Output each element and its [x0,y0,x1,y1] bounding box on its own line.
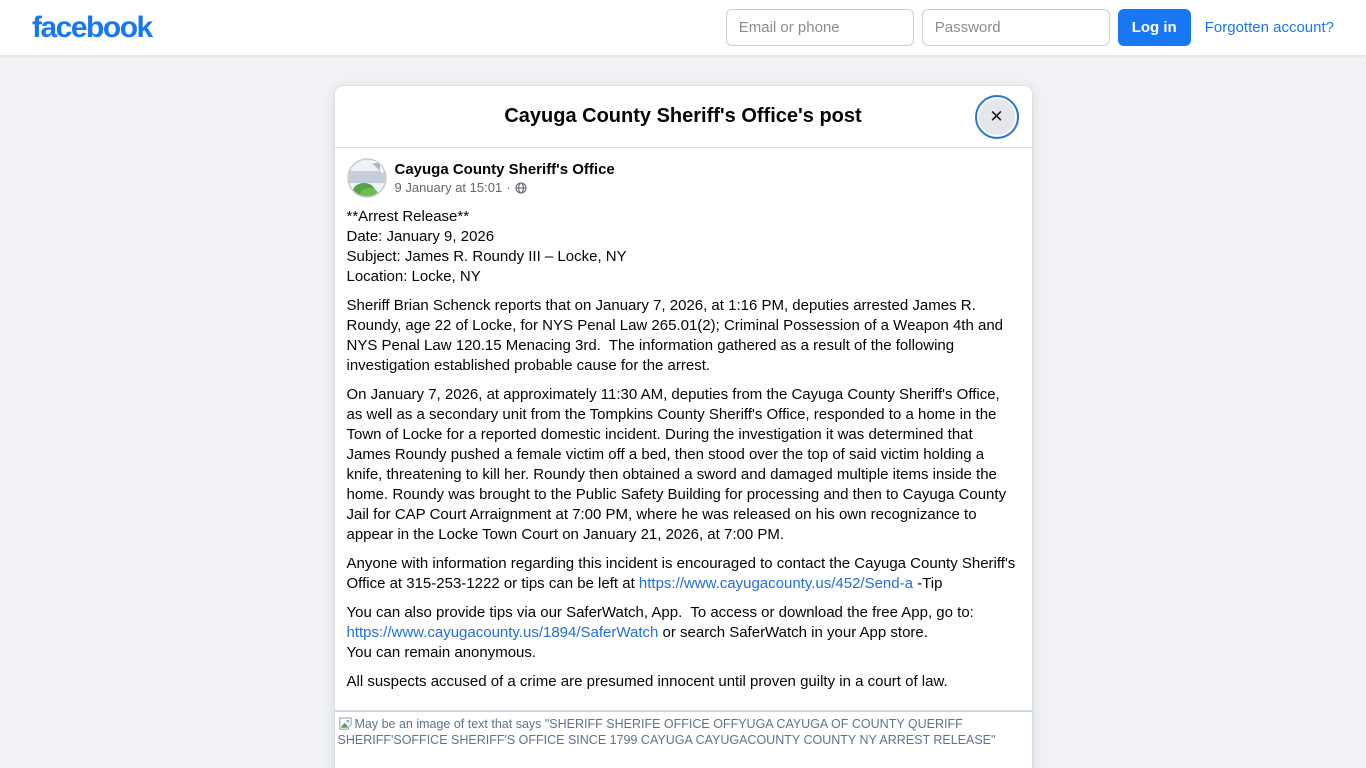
close-button-circle [979,99,1015,135]
post-meta [395,160,615,196]
login-button[interactable]: Log in [1118,9,1191,46]
post [335,148,1032,711]
post-paragraph [347,672,1020,692]
close-button[interactable] [975,95,1019,139]
post-text-segment: **Arrest Release** [346,208,470,225]
forgotten-account-link[interactable]: Forgotten account? [1204,19,1334,36]
post-image-broken[interactable] [335,711,1032,768]
post-paragraph [347,554,1020,594]
post-text-segment: Location: Locke, NY [346,268,481,285]
post-text-segment: All suspects accused of a crime are presumed innocent until proven guilty in a court of law. [346,673,948,690]
password-input[interactable] [922,9,1110,46]
post-text-segment: Subject: James R. Roundy III – Locke, NY [346,248,627,265]
avatar[interactable] [347,158,387,198]
top-nav [0,0,1366,56]
broken-image-icon [338,716,353,731]
post-text [347,207,1020,692]
post-header [347,158,1020,198]
post-text-segment: Date: January 9, 2026 [346,228,495,245]
post-text-segment: or search SaferWatch in your App store. [658,624,928,641]
post-paragraph [347,385,1020,545]
globe-icon [515,182,527,194]
post-timestamp-link[interactable]: 9 January at 15:01 [394,180,503,195]
timestamp-row [395,179,615,196]
modal-header [335,86,1032,148]
post-image-alt-text: May be an image of text that says "SHERIFF SHERIFE OFFICE OFFYUGA CAYUGA OF COUNTY QUERIFF SHERIFF'SOFFICE SHERIFF'S OFFICE SINCE 1799 CAYUGA CAYUGACOUNTY COUNTY NY ARREST RELEASE" [337,717,996,747]
post-author-link[interactable]: Cayuga County Sheriff's Office [394,161,615,178]
auth-controls [726,9,1334,46]
modal-title: Cayuga County Sheriff's Office's post [504,105,862,127]
post-text-segment: Sheriff Brian Schenck reports that on January 7, 2026, at 1:16 PM, deputies arrested James R. Roundy, age 22 of Locke, for NYS Penal Law 265.01(2); Criminal Possession of a Weapon 4th and NYS Penal Law 120.15 Menacing 3rd. The information gathered as a result of the following investigation established probable cause for the arrest. [346,297,1008,374]
avatar-image [347,158,387,198]
email-input[interactable] [726,9,914,46]
post-text-segment: You can remain anonymous. [346,644,537,661]
post-text-segment: On January 7, 2026, at approximately 11:30 AM, deputies from the Cayuga County Sheriff's Office, as well as a secondary unit from the Tompkins County Sheriff's Office, responded to a home in the Town of Locke for a reported domestic incident. During the investigation it was determined that James Roundy pushed a female victim off a bed, then stood over the top of said victim holding a knife, threatening to kill her. Roundy then obtained a sword and damaged multiple items inside the home. Roundy was brought to the Public Safety Building for processing and then to Cayuga County Jail for CAP Court Arraignment at 7:00 PM, where he was released on his own recognizance to appear in the Locke Town Court on January 21, 2026, at 7:00 PM. [346,386,1011,543]
facebook-logo[interactable]: facebook [32,10,152,44]
post-link[interactable]: https://www.cayugacounty.us/452/Send-a [638,575,913,592]
post-text-segment: -Tip [912,575,943,592]
post-text-segment: You can also provide tips via our SaferWatch, App. To access or download the free App, go to: [346,604,974,621]
post-link[interactable]: https://www.cayugacounty.us/1894/SaferWatch [346,624,659,641]
post-paragraph [347,207,1020,287]
close-icon: ✕ [989,107,1004,126]
post-text-segment: Anyone with information regarding this incident is encouraged to contact the Cayuga County Sheriff's Office at 315-253-1222 or tips can be left at [346,555,1020,592]
post-modal [335,86,1032,768]
post-paragraph [347,296,1020,376]
page-content [0,56,1366,768]
dot-separator: · [506,180,511,195]
post-paragraph [347,603,1020,663]
